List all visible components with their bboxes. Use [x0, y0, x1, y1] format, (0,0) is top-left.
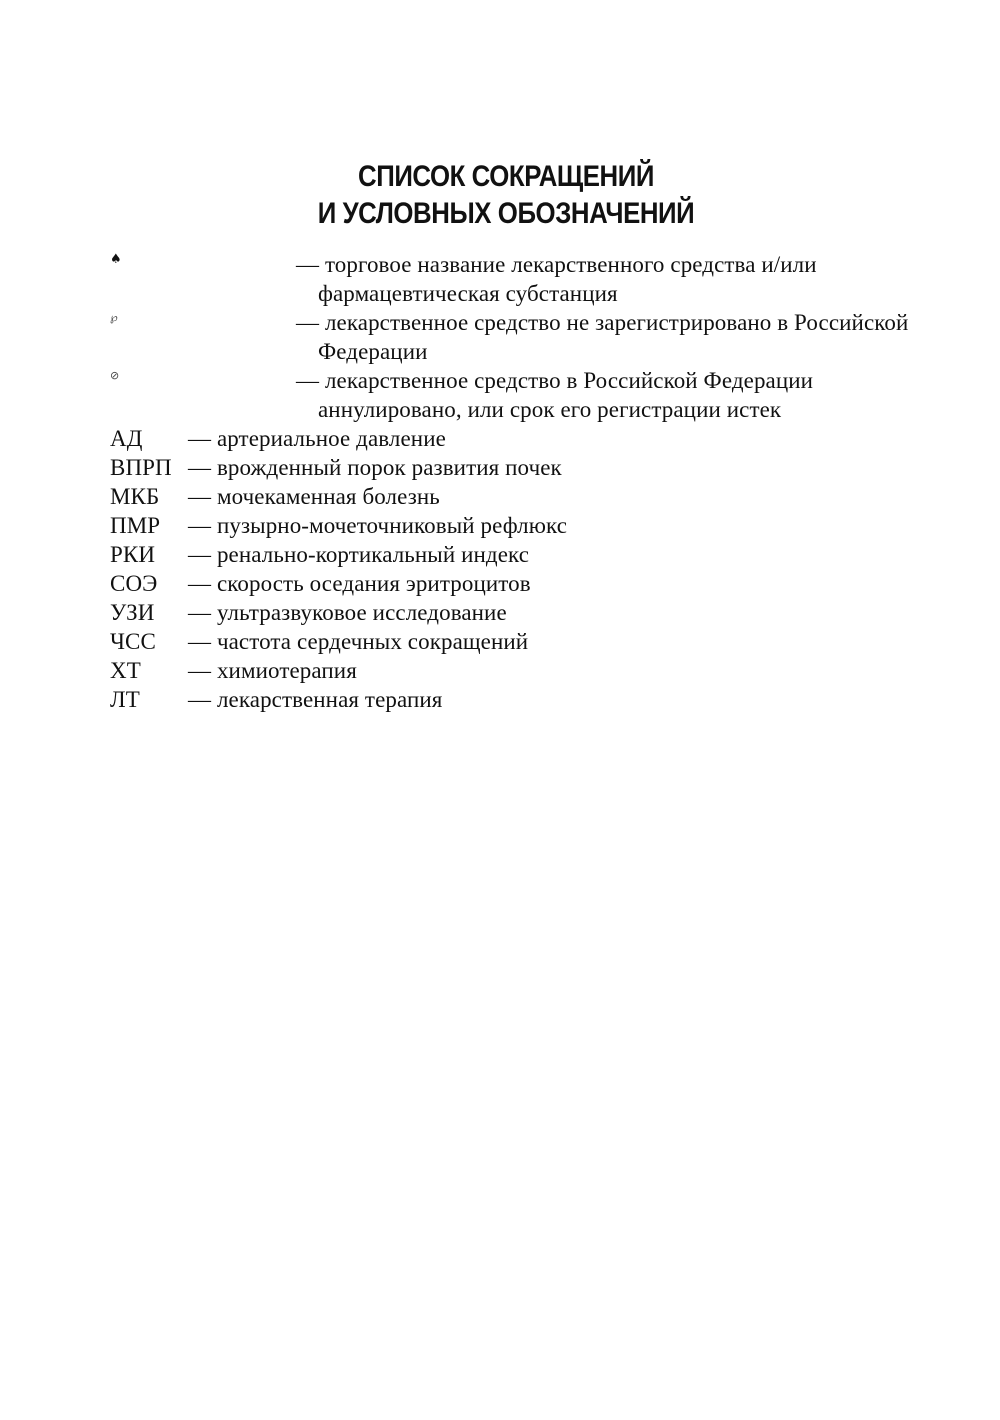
symbol-entry	[110, 308, 910, 366]
abbreviation-entry	[110, 685, 910, 714]
abbreviation-entry	[110, 598, 910, 627]
abbreviation-definition: — скорость оседания эритроцитов	[188, 571, 531, 596]
abbreviation-definition: — химиотерапия	[188, 658, 357, 683]
abbreviation-definition: — врожденный порок развития почек	[188, 455, 562, 480]
spade-icon: ♠	[110, 252, 122, 267]
symbol-definition: — лекарственное средство в Российской Федерации аннулировано, или срок его регистрации истек	[296, 368, 814, 422]
abbreviation-entry	[110, 627, 910, 656]
abbreviation-entry	[110, 540, 910, 569]
abbreviation-definition: — лекарственная терапия	[188, 687, 443, 712]
abbreviation-term: ХТ	[110, 658, 141, 683]
abbreviation-term: СОЭ	[110, 571, 158, 596]
abbreviation-definition: — ультразвуковое исследование	[188, 600, 507, 625]
page-title	[71, 158, 941, 232]
abbreviation-term: УЗИ	[110, 600, 155, 625]
abbreviation-definition: — ренально-кортикальный индекс	[188, 542, 530, 567]
prescription-mark-icon: ℘	[110, 311, 118, 324]
abbreviation-entry	[110, 453, 910, 482]
symbol-entry	[110, 366, 910, 424]
abbreviation-entry	[110, 424, 910, 453]
abbreviation-term: ПМР	[110, 513, 161, 538]
abbreviation-entry	[110, 511, 910, 540]
abbreviation-term: МКБ	[110, 484, 160, 509]
symbol-definition: — лекарственное средство не зарегистрировано в Российской Федерации	[296, 310, 909, 364]
page-title-line-2: И УСЛОВНЫХ ОБОЗНАЧЕНИЙ	[317, 197, 695, 230]
abbreviation-term: ВПРП	[110, 455, 172, 480]
abbreviation-term: РКИ	[110, 542, 156, 567]
symbol-entry	[110, 250, 910, 308]
prohibited-circle-icon: ⊘	[110, 369, 120, 382]
abbreviation-list	[110, 250, 910, 714]
page-title-line-1: СПИСОК СОКРАЩЕНИЙ	[357, 160, 654, 193]
abbreviation-entry	[110, 656, 910, 685]
symbol-definition: — торговое название лекарственного средства и/или фармацевтическая субстанция	[296, 252, 817, 306]
abbreviation-term: ЛТ	[110, 687, 140, 712]
abbreviation-entry	[110, 482, 910, 511]
abbreviation-term: ЧСС	[110, 629, 156, 654]
abbreviation-term: АД	[110, 426, 143, 451]
abbreviation-definition: — пузырно-мочеточниковый рефлюкс	[188, 513, 568, 538]
abbreviation-entry	[110, 569, 910, 598]
abbreviation-definition: — мочекаменная болезнь	[188, 484, 440, 509]
abbreviation-definition: — артериальное давление	[188, 426, 446, 451]
abbreviation-definition: — частота сердечных сокращений	[188, 629, 529, 654]
